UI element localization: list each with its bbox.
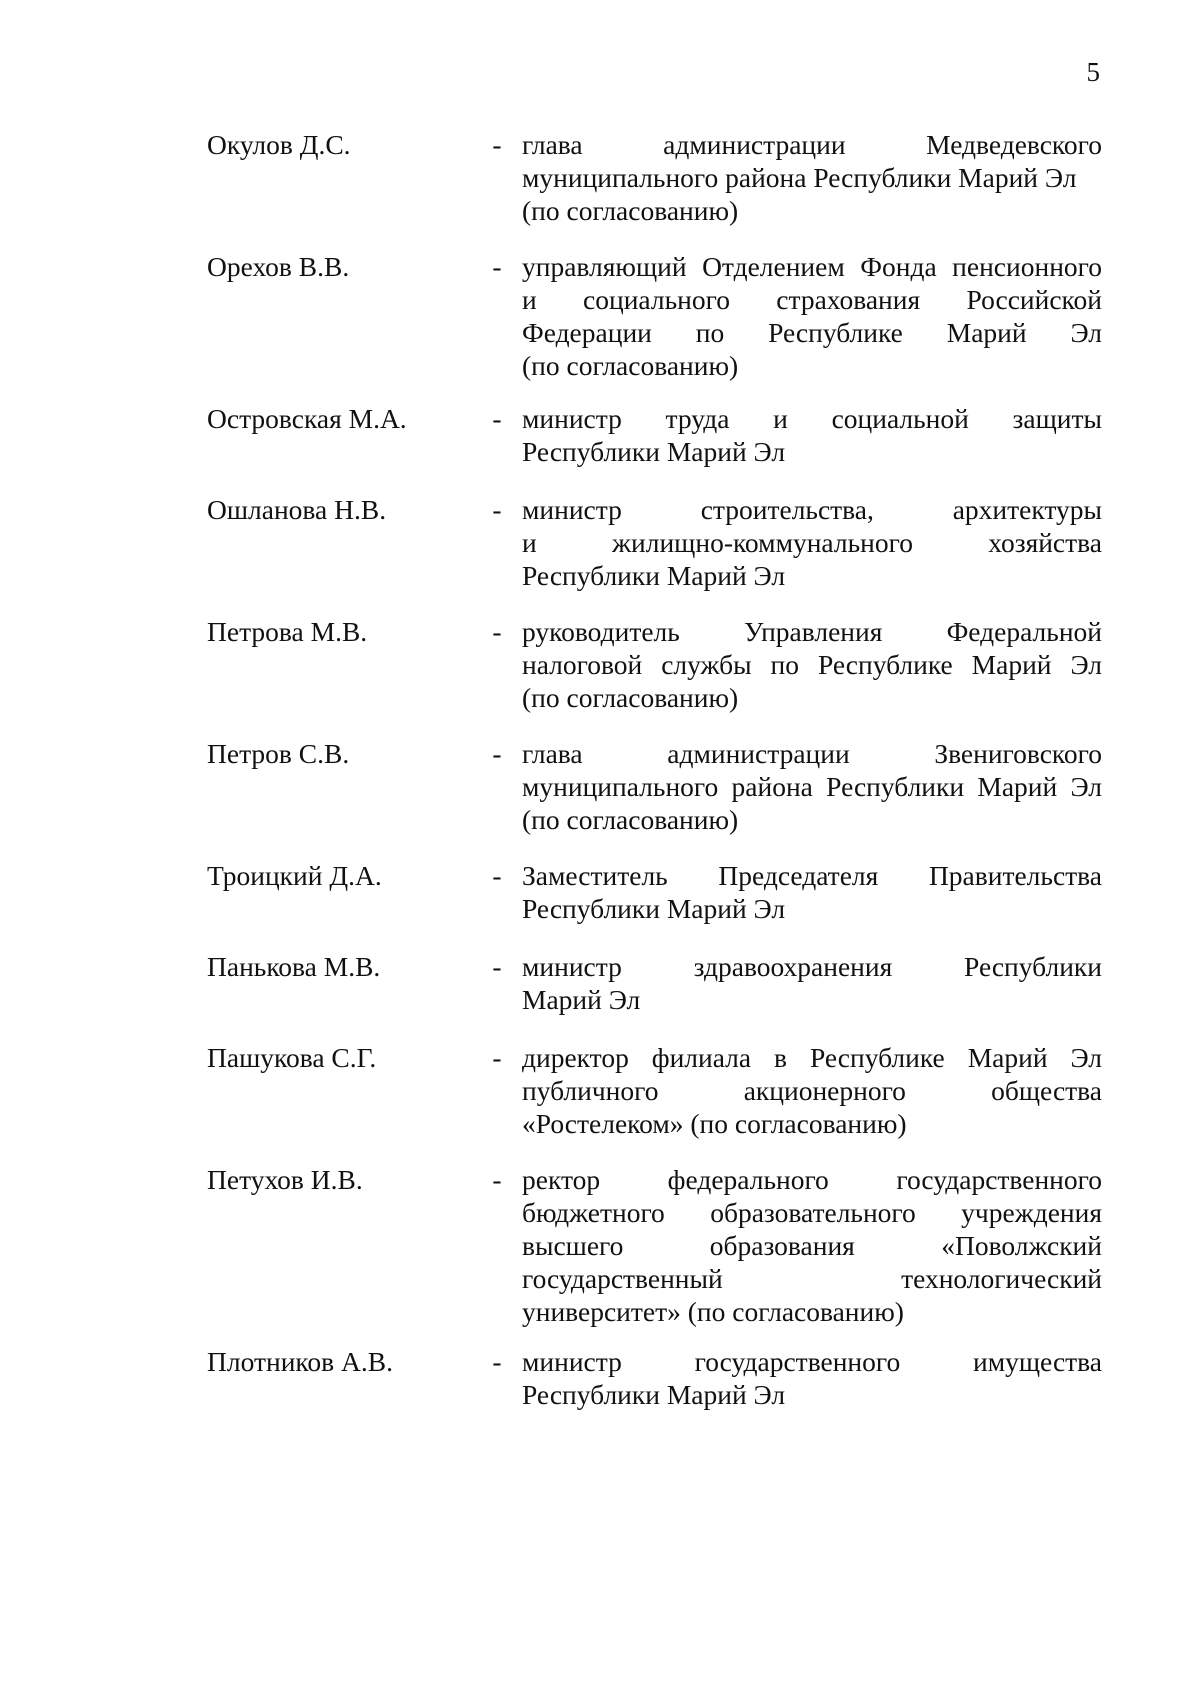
- separator-dash: -: [492, 860, 502, 891]
- separator-dash: -: [492, 494, 502, 525]
- list-item: [207, 402, 1102, 467]
- separator-dash: -: [492, 738, 502, 769]
- member-position: [522, 950, 1102, 1016]
- position-line: министр труда и социальной защиты: [522, 403, 1102, 434]
- position-line: университет» (по согласованию): [522, 1296, 904, 1327]
- member-name: Ошланова Н.В.: [207, 494, 387, 525]
- position-line: Марий Эл: [522, 984, 641, 1015]
- member-name: Пашукова С.Г.: [207, 1042, 377, 1073]
- position-line: Республики Марий Эл: [522, 1379, 786, 1410]
- separator-dash: -: [492, 403, 502, 434]
- member-position: [522, 128, 1102, 227]
- list-item: [207, 859, 1102, 924]
- position-line: и социального страхования Российской: [522, 284, 1102, 315]
- member-name: Панькова М.В.: [207, 951, 381, 982]
- position-line: министр государственного имущества: [522, 1346, 1102, 1377]
- member-name: Островская М.А.: [207, 403, 407, 434]
- member-position: [522, 1041, 1102, 1140]
- member-position: [522, 1345, 1102, 1411]
- list-item: [207, 128, 1102, 226]
- position-line: министр здравоохранения Республики: [522, 951, 1102, 982]
- member-position: [522, 493, 1102, 592]
- member-position: [522, 1163, 1102, 1328]
- position-line: (по согласованию): [522, 195, 739, 226]
- position-line: налоговой службы по Республике Марий Эл: [522, 649, 1102, 680]
- member-name: Орехов В.В.: [207, 251, 350, 282]
- position-line: директор филиала в Республике Марий Эл: [522, 1042, 1102, 1073]
- member-position: [522, 615, 1102, 714]
- position-line: (по согласованию): [522, 682, 739, 713]
- position-line: публичного акционерного общества: [522, 1075, 1102, 1106]
- position-line: ректор федерального государственного: [522, 1164, 1102, 1195]
- member-name: Петрова М.В.: [207, 616, 368, 647]
- position-line: управляющий Отделением Фонда пенсионного: [522, 251, 1102, 282]
- separator-dash: -: [492, 251, 502, 282]
- separator-dash: -: [492, 1042, 502, 1073]
- member-name: Петухов И.В.: [207, 1164, 363, 1195]
- member-position: [522, 250, 1102, 382]
- member-name: Окулов Д.С.: [207, 129, 351, 160]
- position-line: (по согласованию): [522, 350, 739, 381]
- position-line: (по согласованию): [522, 804, 739, 835]
- position-line: высшего образования «Поволжский: [522, 1230, 1102, 1261]
- list-item: [207, 615, 1102, 713]
- member-position: [522, 402, 1102, 468]
- members-list: [207, 128, 1100, 1436]
- member-name: Плотников А.В.: [207, 1346, 393, 1377]
- separator-dash: -: [492, 1164, 502, 1195]
- position-line: Заместитель Председателя Правительства: [522, 860, 1102, 891]
- member-position: [522, 737, 1102, 836]
- position-line: министр строительства, архитектуры: [522, 494, 1102, 525]
- position-line: Республики Марий Эл: [522, 560, 786, 591]
- list-item: [207, 950, 1102, 1015]
- separator-dash: -: [492, 129, 502, 160]
- position-line: бюджетного образовательного учреждения: [522, 1197, 1102, 1228]
- position-line: Республики Марий Эл: [522, 893, 786, 924]
- list-item: [207, 1345, 1102, 1410]
- position-line: Республики Марий Эл: [522, 436, 786, 467]
- separator-dash: -: [492, 951, 502, 982]
- position-line: глава администрации Звениговского: [522, 738, 1102, 769]
- list-item: [207, 1041, 1102, 1139]
- member-name: Троицкий Д.А.: [207, 860, 382, 891]
- position-line: государственный технологический: [522, 1263, 1102, 1294]
- position-line: руководитель Управления Федеральной: [522, 616, 1102, 647]
- list-item: [207, 1163, 1102, 1327]
- list-item: [207, 250, 1102, 381]
- list-item: [207, 737, 1102, 835]
- position-line: и жилищно-коммунального хозяйства: [522, 527, 1102, 558]
- member-position: [522, 859, 1102, 925]
- page-number: 5: [1086, 57, 1100, 87]
- position-line: «Ростелеком» (по согласованию): [522, 1108, 907, 1139]
- position-line: Федерации по Республике Марий Эл: [522, 317, 1102, 348]
- position-line: муниципального района Республики Марий Эл: [522, 162, 1077, 193]
- separator-dash: -: [492, 1346, 502, 1377]
- list-item: [207, 493, 1102, 591]
- separator-dash: -: [492, 616, 502, 647]
- position-line: глава администрации Медведевского: [522, 129, 1102, 160]
- member-name: Петров С.В.: [207, 738, 350, 769]
- position-line: муниципального района Республики Марий Эл: [522, 771, 1102, 802]
